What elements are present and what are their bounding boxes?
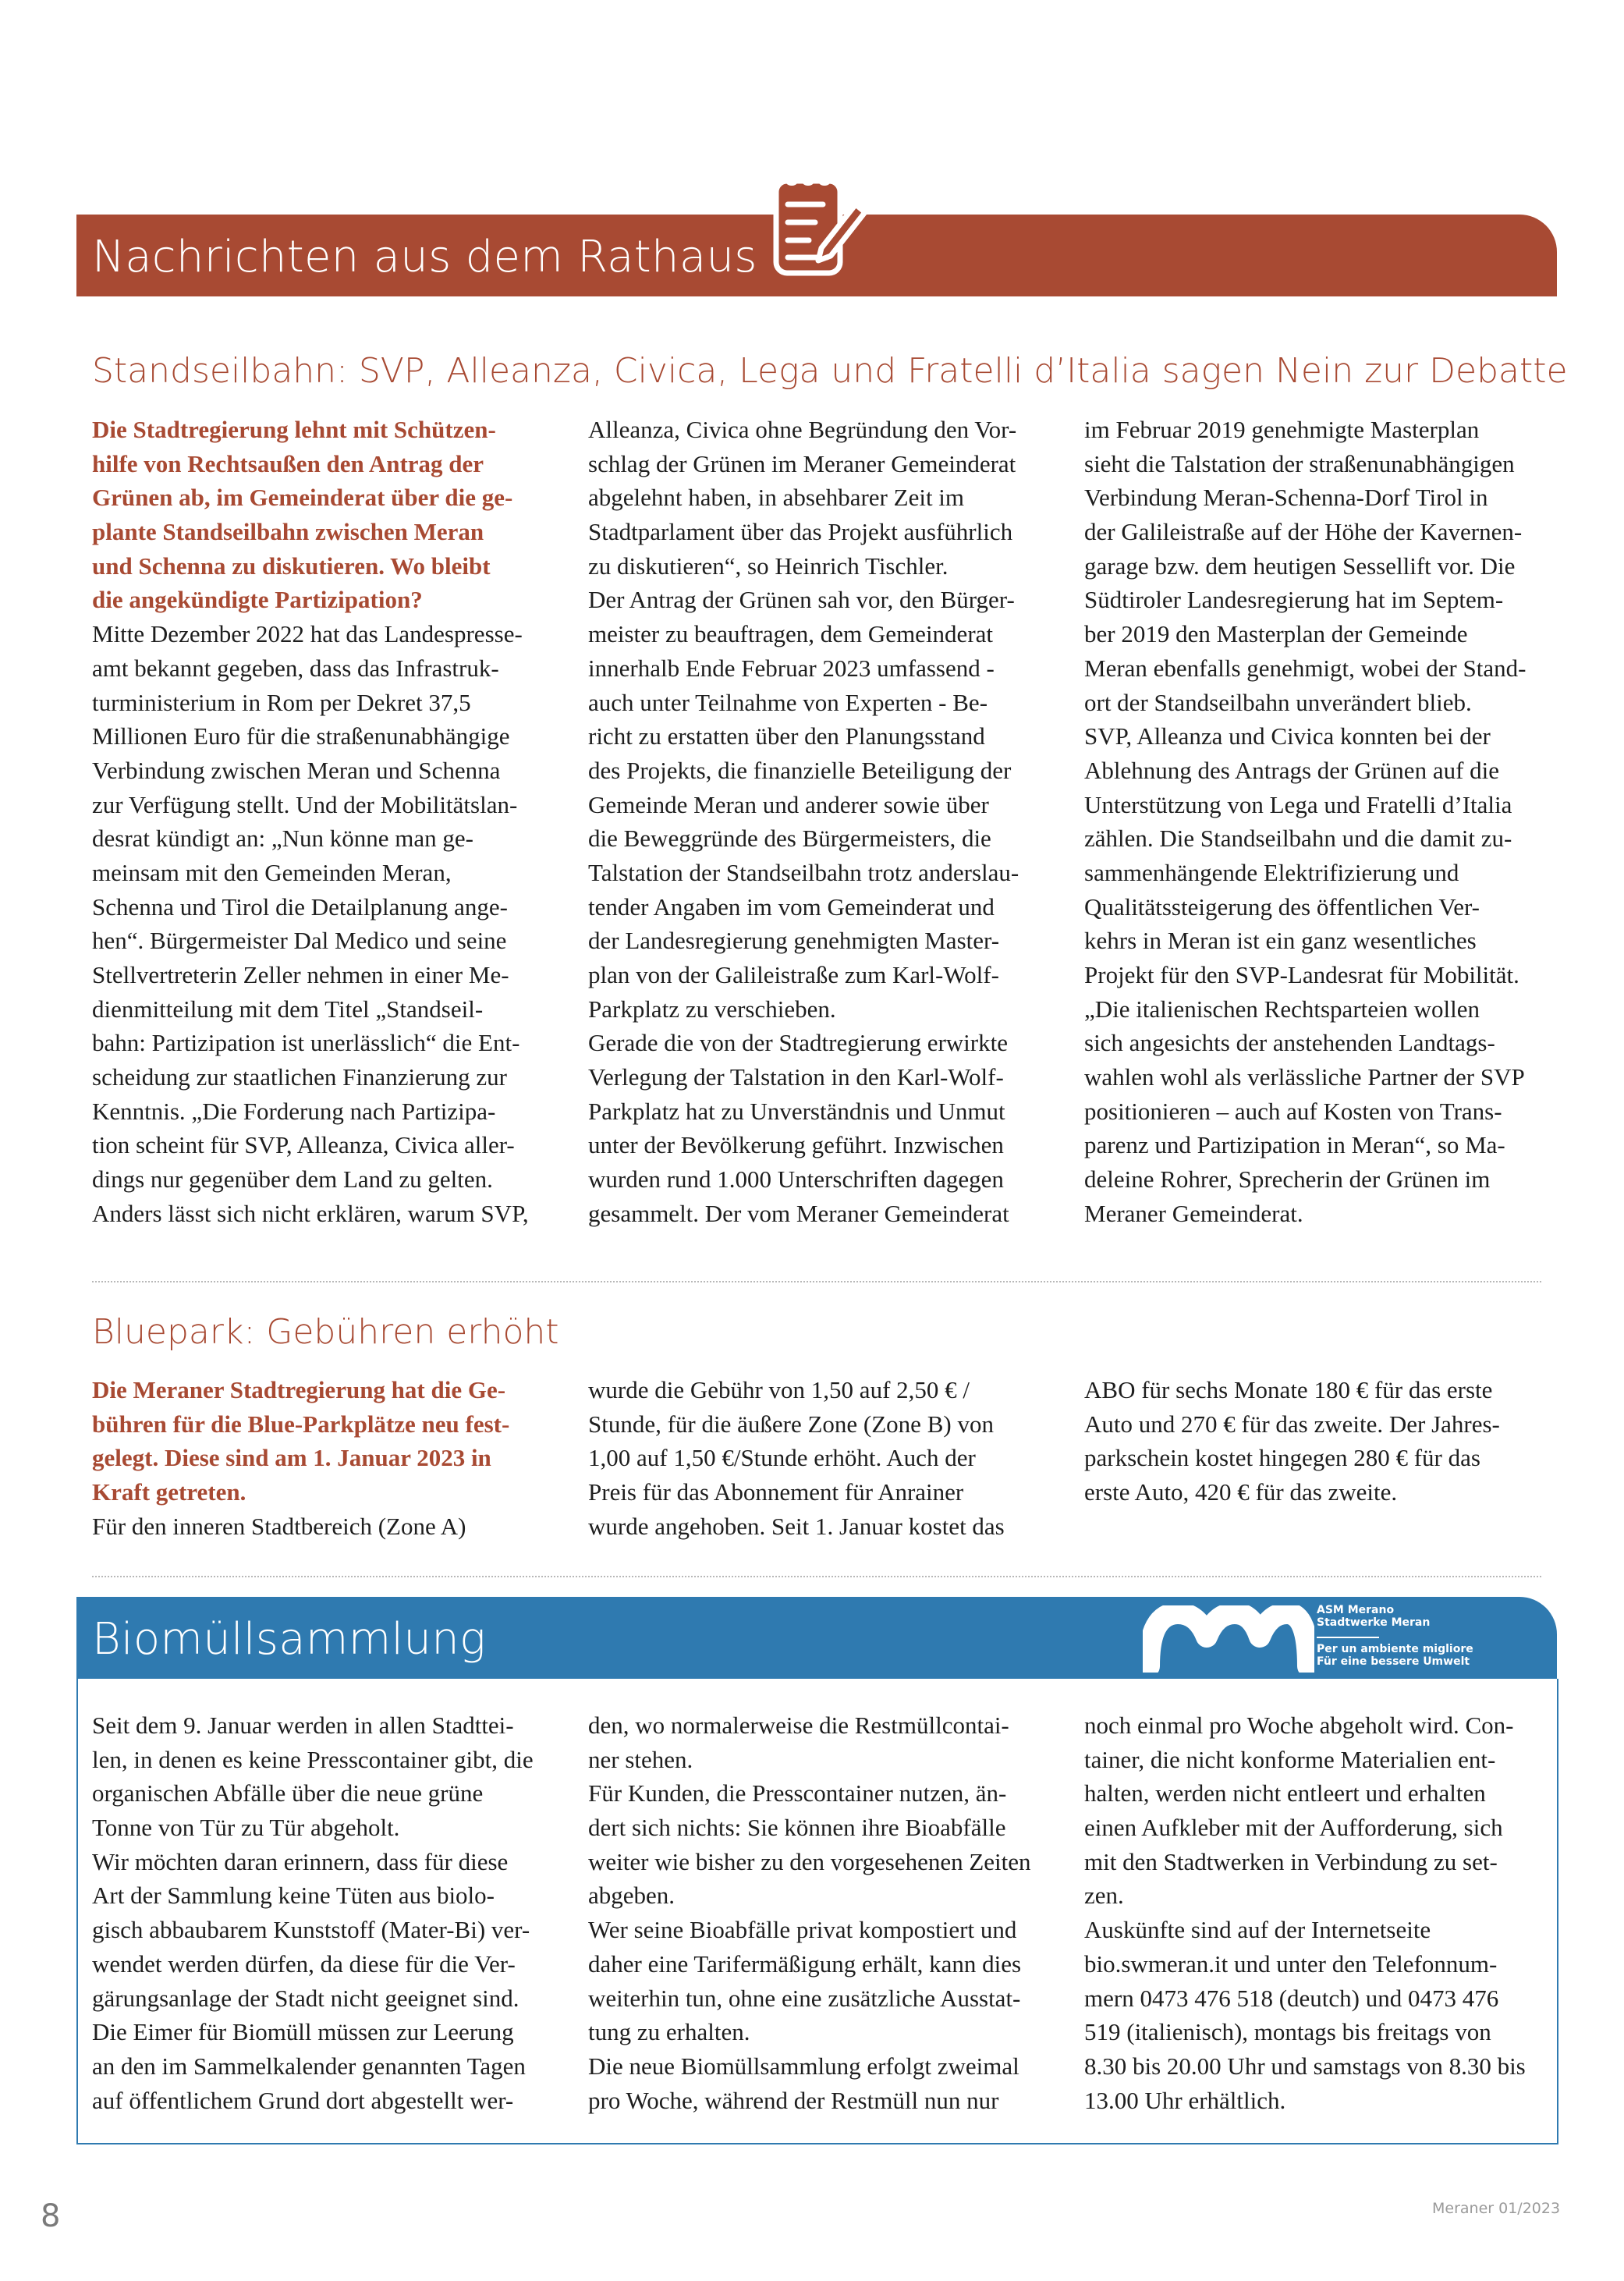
- section-header-title: Biomüllsammlung: [92, 1614, 486, 1665]
- body-text-line: Qualitätssteigerung des öffentlichen Ver-: [1084, 892, 1480, 921]
- article-standseilbahn-column-1: [92, 413, 576, 1231]
- body-text-line: auch unter Teilnahme von Experten - Be-: [588, 688, 988, 716]
- asm-logo-line: ASM Merano: [1317, 1604, 1395, 1616]
- body-text-line: Wer seine Bioabfälle privat kompostiert und: [588, 1916, 1017, 1944]
- lead-text-line: Kraft getreten.: [92, 1478, 246, 1506]
- section-header-title: Nachrichten aus dem Rathaus: [92, 232, 757, 282]
- body-text-line: Die neue Biomüllsammlung erfolgt zweimal: [588, 2052, 1019, 2080]
- asm-logo-line: Stadtwerke Meran: [1317, 1616, 1431, 1629]
- body-text-line: „Die italienischen Rechtsparteien wollen: [1084, 995, 1480, 1023]
- body-text-line: kehrs in Meran ist ein ganz wesentliches: [1084, 927, 1477, 955]
- body-text-line: schlag der Grünen im Meraner Gemeinderat: [588, 449, 1016, 477]
- body-text-line: Schenna und Tirol die Detailplanung ange-: [92, 892, 508, 921]
- body-text-line: plan von der Galileistraße zum Karl-Wolf-: [588, 961, 999, 988]
- asm-logo-icon: [1143, 1605, 1314, 1673]
- body-text-line: mern 0473 476 518 (deutch) und 0473 476: [1084, 1984, 1499, 2012]
- body-text-line: richt zu erstatten über den Planungsstand: [588, 722, 985, 750]
- body-text-line: sammenhängende Elektrifizierung und: [1084, 858, 1459, 886]
- body-text-line: dings nur gegenüber dem Land zu gelten.: [92, 1165, 493, 1194]
- body-text-line: Verbindung Meran-Schenna-Dorf Tirol in: [1084, 484, 1488, 512]
- body-text-line: Parkplatz zu verschieben.: [588, 995, 836, 1023]
- body-text-line: Auskünfte sind auf der Internetseite: [1084, 1916, 1431, 1944]
- lead-text-line: bühren für die Blue-Parkplätze neu fest-: [92, 1410, 510, 1438]
- body-text-line: wurden rund 1.000 Unterschriften dagegen: [588, 1165, 1004, 1194]
- body-text-line: zur Verfügung stellt. Und der Mobilitätslan-: [92, 790, 518, 818]
- body-text-line: hen“. Bürgermeister Dal Medico und seine: [92, 927, 507, 955]
- body-text-line: Parkplatz hat zu Unverständnis und Unmut: [588, 1097, 1005, 1125]
- body-text-line: Anders lässt sich nicht erklären, warum SVP,: [92, 1199, 529, 1227]
- body-text-line: desrat kündigt an: „Nun könne man ge-: [92, 825, 473, 853]
- body-text-line: unter der Bevölkerung geführt. Inzwischen: [588, 1131, 1004, 1159]
- body-text-line: Projekt für den SVP-Landesrat für Mobilität.: [1084, 961, 1519, 988]
- body-text-line: parenz und Partizipation in Meran“, so Ma-: [1084, 1131, 1505, 1159]
- body-text-line: Stunde, für die äußere Zone (Zone B) von: [588, 1410, 994, 1438]
- notepad-pencil-icon: [768, 164, 870, 281]
- body-text-line: der Galileistraße auf der Höhe der Kavernen-: [1084, 518, 1523, 546]
- biomuell-column-2: [588, 1708, 1072, 2117]
- body-text-line: SVP, Alleanza und Civica konnten bei der: [1084, 722, 1491, 750]
- body-text-line: gärungsanlage der Stadt nicht geeignet sind.: [92, 1984, 519, 2012]
- article-standseilbahn-column-2: [588, 413, 1072, 1231]
- body-text-line: ort der Standseilbahn unverändert blieb.: [1084, 688, 1472, 716]
- body-text-line: dienmitteilung mit dem Titel „Standseil-: [92, 995, 484, 1023]
- body-text-line: Ablehnung des Antrags der Grünen auf die: [1084, 756, 1500, 784]
- body-text-line: Millionen Euro für die straßenunabhängige: [92, 722, 510, 750]
- body-text-line: abgeben.: [588, 1882, 675, 1910]
- body-text-line: 1,00 auf 1,50 €/Stunde erhöht. Auch der: [588, 1444, 976, 1472]
- body-text-line: bio.swmeran.it und unter den Telefonnum-: [1084, 1949, 1498, 1978]
- body-text-line: Die Eimer für Biomüll müssen zur Leerung: [92, 2018, 514, 2046]
- dotted-separator: [92, 1576, 1541, 1577]
- body-text-line: tion scheint für SVP, Alleanza, Civica aller-: [92, 1131, 515, 1159]
- body-text-line: pro Woche, während der Restmüll nun nur: [588, 2086, 999, 2114]
- body-text-line: Alleanza, Civica ohne Begründung den Vor-: [588, 416, 1017, 443]
- body-text-line: meinsam mit den Gemeinden Meran,: [92, 858, 452, 886]
- body-text-line: organischen Abfälle über die neue grüne: [92, 1779, 484, 1807]
- article-standseilbahn-column-3: [1084, 413, 1568, 1231]
- body-text-line: meister zu beauftragen, dem Gemeinderat: [588, 620, 994, 648]
- asm-logo-rule: [1317, 1637, 1379, 1638]
- body-text-line: im Februar 2019 genehmigte Masterplan: [1084, 416, 1480, 443]
- asm-logo-text: [1317, 1604, 1473, 1668]
- body-text-line: halten, werden nicht entleert und erhalten: [1084, 1779, 1486, 1807]
- page-number: 8: [41, 2198, 61, 2234]
- body-text-line: den, wo normalerweise die Restmüllcontai-: [588, 1712, 1009, 1739]
- issue-label: Meraner 01/2023: [1432, 2200, 1561, 2217]
- asm-logo-line: Per un ambiente migliore: [1317, 1643, 1473, 1655]
- body-text-line: wendet werden dürfen, da diese für die Ver-: [92, 1949, 516, 1978]
- article-bluepark-column-3: [1084, 1373, 1568, 1509]
- body-text-line: die Beweggründe des Bürgermeisters, die: [588, 825, 991, 853]
- body-text-line: parkschein kostet hingegen 280 € für das: [1084, 1444, 1480, 1472]
- body-text-line: Meraner Gemeinderat.: [1084, 1199, 1303, 1227]
- body-text-line: deleine Rohrer, Sprecherin der Grünen im: [1084, 1165, 1491, 1194]
- body-text-line: Seit dem 9. Januar werden in allen Stadttei-: [92, 1712, 514, 1739]
- body-text-line: wurde angehoben. Seit 1. Januar kostet das: [588, 1512, 1005, 1540]
- body-text-line: erste Auto, 420 € für das zweite.: [1084, 1478, 1398, 1506]
- asm-logo-line: Für eine bessere Umwelt: [1317, 1655, 1470, 1668]
- body-text-line: Verlegung der Talstation in den Karl-Wolf-: [588, 1063, 1004, 1091]
- body-text-line: wurde die Gebühr von 1,50 auf 2,50 € /: [588, 1376, 970, 1403]
- body-text-line: Für Kunden, die Presscontainer nutzen, än-: [588, 1779, 1007, 1807]
- body-text-line: Unterstützung von Lega und Fratelli d’Italia: [1084, 790, 1512, 818]
- body-text-line: Auto und 270 € für das zweite. Der Jahres-: [1084, 1410, 1500, 1438]
- lead-text-line: und Schenna zu diskutieren. Wo bleibt: [92, 552, 491, 580]
- article-bluepark-column-2: [588, 1373, 1072, 1543]
- body-text-line: bahn: Partizipation ist unerlässlich“ die Ent-: [92, 1029, 520, 1057]
- article-bluepark-column-1: [92, 1373, 576, 1543]
- lead-text-line: gelegt. Diese sind am 1. Januar 2023 in: [92, 1444, 491, 1472]
- body-text-line: 8.30 bis 20.00 Uhr und samstags von 8.30 bis: [1084, 2052, 1526, 2080]
- body-text-line: Stadtparlament über das Projekt ausführlich: [588, 518, 1013, 546]
- lead-text-line: Die Stadtregierung lehnt mit Schützen-: [92, 416, 496, 443]
- body-text-line: zählen. Die Standseilbahn und die damit zu-: [1084, 825, 1512, 853]
- body-text-line: zu diskutieren“, so Heinrich Tischler.: [588, 552, 949, 580]
- body-text-line: ABO für sechs Monate 180 € für das erste: [1084, 1376, 1493, 1403]
- body-text-line: abgelehnt haben, in absehbarer Zeit im: [588, 484, 965, 512]
- article-title-bluepark: Bluepark: Gebühren erhöht: [92, 1312, 559, 1352]
- body-text-line: Gerade die von der Stadtregierung erwirkte: [588, 1029, 1008, 1057]
- article-title-standseilbahn: Standseilbahn: SVP, Alleanza, Civica, Lega und Fratelli d’Italia sagen Nein zur Debatte: [92, 351, 1568, 391]
- body-text-line: Kenntnis. „Die Forderung nach Partizipa-: [92, 1097, 496, 1125]
- body-text-line: garage bzw. dem heutigen Sessellift vor. Die: [1084, 552, 1516, 580]
- body-text-line: tainer, die nicht konforme Materialien ent-: [1084, 1745, 1496, 1773]
- body-text-line: 519 (italienisch), montags bis freitags von: [1084, 2018, 1491, 2046]
- body-text-line: gesammelt. Der vom Meraner Gemeinderat: [588, 1199, 1009, 1227]
- body-text-line: positionieren – auch auf Kosten von Trans-: [1084, 1097, 1502, 1125]
- body-text-line: ner stehen.: [588, 1745, 693, 1773]
- body-text-line: 13.00 Uhr erhältlich.: [1084, 2086, 1286, 2114]
- biomuell-column-3: [1084, 1708, 1568, 2117]
- body-text-line: einen Aufkleber mit der Aufforderung, sich: [1084, 1814, 1503, 1842]
- body-text-line: auf öffentlichem Grund dort abgestellt wer-: [92, 2086, 514, 2114]
- body-text-line: zen.: [1084, 1882, 1124, 1910]
- body-text-line: Meran ebenfalls genehmigt, wobei der Stand-: [1084, 654, 1526, 682]
- body-text-line: wahlen wohl als verlässliche Partner der SVP: [1084, 1063, 1525, 1091]
- body-text-line: an den im Sammelkalender genannten Tagen: [92, 2052, 526, 2080]
- body-text-line: sich angesichts der anstehenden Landtags-: [1084, 1029, 1495, 1057]
- body-text-line: noch einmal pro Woche abgeholt wird. Con-: [1084, 1712, 1514, 1739]
- body-text-line: daher eine Tarifermäßigung erhält, kann dies: [588, 1949, 1022, 1978]
- body-text-line: Mitte Dezember 2022 hat das Landespresse-: [92, 620, 523, 648]
- body-text-line: sieht die Talstation der straßenunabhängigen: [1084, 449, 1515, 477]
- body-text-line: Art der Sammlung keine Tüten aus biolo-: [92, 1882, 495, 1910]
- body-text-line: scheidung zur staatlichen Finanzierung zur: [92, 1063, 507, 1091]
- body-text-line: amt bekannt gegeben, dass das Infrastruk-: [92, 654, 499, 682]
- body-text-line: dert sich nichts: Sie können ihre Bioabfälle: [588, 1814, 1006, 1842]
- lead-text-line: hilfe von Rechtsaußen den Antrag der: [92, 449, 484, 477]
- body-text-line: der Landesregierung genehmigten Master-: [588, 927, 1000, 955]
- body-text-line: weiter wie bisher zu den vorgesehenen Zeiten: [588, 1847, 1031, 1875]
- biomuell-column-1: [92, 1708, 576, 2117]
- lead-text-line: Grünen ab, im Gemeinderat über die ge-: [92, 484, 513, 512]
- body-text-line: Talstation der Standseilbahn trotz anderslau-: [588, 858, 1019, 886]
- lead-text-line: die angekündigte Partizipation?: [92, 586, 423, 614]
- body-text-line: mit den Stadtwerken in Verbindung zu set-: [1084, 1847, 1498, 1875]
- body-text-line: Der Antrag der Grünen sah vor, den Bürger-: [588, 586, 1015, 614]
- body-text-line: len, in denen es keine Presscontainer gibt, die: [92, 1745, 534, 1773]
- body-text-line: innerhalb Ende Februar 2023 umfassend -: [588, 654, 995, 682]
- body-text-line: weiterhin tun, ohne eine zusätzliche Ausstat-: [588, 1984, 1021, 2012]
- body-text-line: gisch abbaubarem Kunststoff (Mater-Bi) ver-: [92, 1916, 530, 1944]
- body-text-line: Tonne von Tür zu Tür abgeholt.: [92, 1814, 400, 1842]
- body-text-line: Gemeinde Meran und anderer sowie über: [588, 790, 989, 818]
- body-text-line: des Projekts, die finanzielle Beteiligung der: [588, 756, 1012, 784]
- lead-text-line: Die Meraner Stadtregierung hat die Ge-: [92, 1376, 506, 1403]
- body-text-line: tung zu erhalten.: [588, 2018, 750, 2046]
- body-text-line: Preis für das Abonnement für Anrainer: [588, 1478, 964, 1506]
- body-text-line: Stellvertreterin Zeller nehmen in einer Me-: [92, 961, 509, 988]
- body-text-line: Südtiroler Landesregierung hat im Septem-: [1084, 586, 1504, 614]
- body-text-line: Verbindung zwischen Meran und Schenna: [92, 756, 501, 784]
- body-text-line: ber 2019 den Masterplan der Gemeinde: [1084, 620, 1468, 648]
- body-text-line: Wir möchten daran erinnern, dass für diese: [92, 1847, 509, 1875]
- dotted-separator: [92, 1281, 1541, 1282]
- body-text-line: tender Angaben im vom Gemeinderat und: [588, 892, 995, 921]
- body-text-line: Für den inneren Stadtbereich (Zone A): [92, 1512, 466, 1540]
- lead-text-line: plante Standseilbahn zwischen Meran: [92, 518, 484, 546]
- body-text-line: turministerium in Rom per Dekret 37,5: [92, 688, 471, 716]
